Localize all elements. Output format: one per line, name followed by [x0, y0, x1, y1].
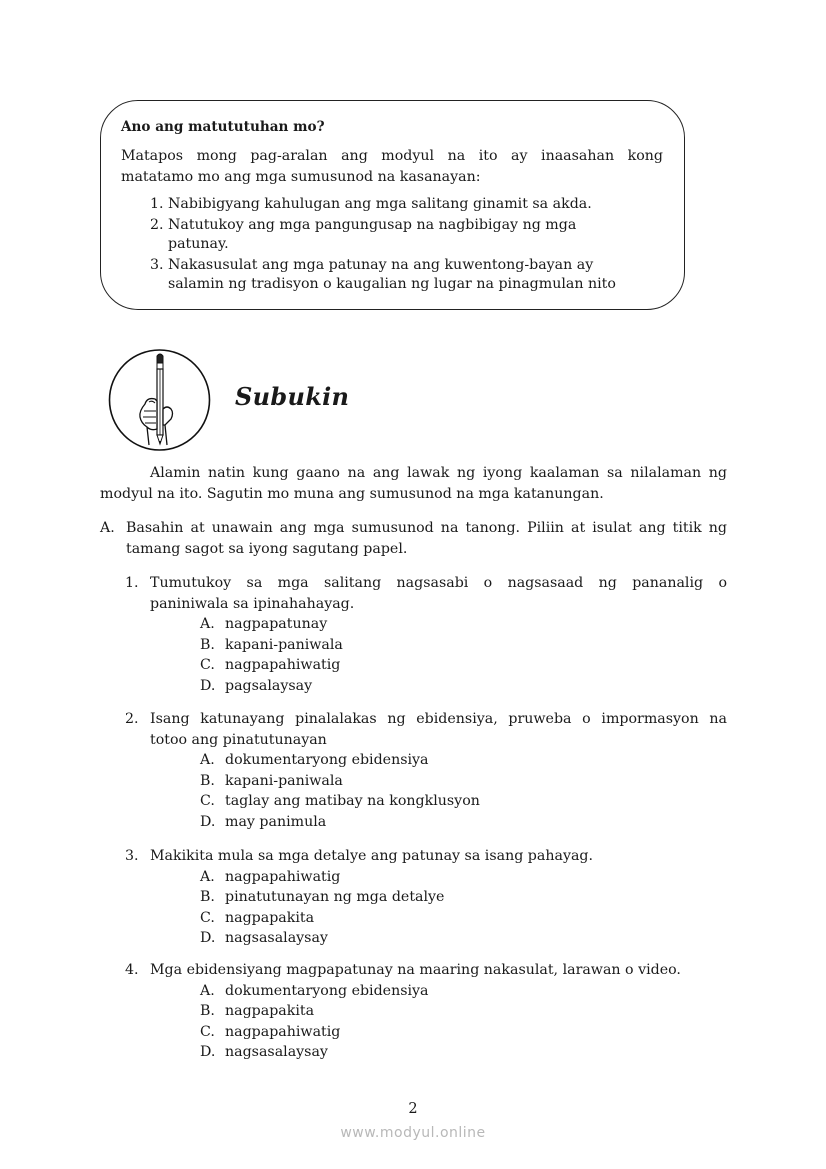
question-text-line-1: Tumutukoy sa mga salitang nagsasabi o nagsasaad ng pananalig o — [150, 575, 727, 591]
question-2 — [125, 709, 727, 832]
part-a-letter: A. — [100, 520, 115, 536]
objectives-box — [100, 100, 685, 310]
choice-text: taglay ang matibay na kongklusyon — [225, 793, 480, 810]
question-text-line-1: Isang katunayang pinalalakas ng ebidensiya, pruweba o impormasyon na — [150, 711, 727, 727]
choice-text: pagsalaysay — [225, 677, 313, 694]
choices-list — [150, 750, 727, 832]
choice-letter: C. — [200, 909, 215, 926]
choice-letter: B. — [200, 636, 215, 653]
choice-text: dokumentaryong ebidensiya — [225, 982, 429, 999]
question-text-line-2: totoo ang pinatutunayan — [150, 731, 327, 748]
choice-text: nagsasalaysay — [225, 1044, 328, 1061]
choice-item — [200, 867, 727, 888]
choice-letter: D. — [200, 1044, 216, 1061]
objective-text: Nabibigyang kahulugan ang mga salitang ginamit sa akda. — [168, 196, 592, 212]
choice-letter: A. — [200, 752, 215, 768]
choice-text: nagpapahiwatig — [225, 1023, 341, 1040]
question-4 — [125, 960, 727, 1063]
choice-letter: C. — [200, 793, 215, 810]
question-number: 2. — [125, 711, 139, 727]
choice-item — [200, 981, 727, 1002]
choice-letter: B. — [200, 889, 215, 906]
objective-number: 2. — [150, 217, 164, 233]
choice-letter: A. — [200, 616, 215, 632]
choice-letter: B. — [200, 1003, 215, 1020]
hand-holding-pencil-icon — [107, 349, 212, 451]
choice-text: dokumentaryong ebidensiya — [225, 752, 429, 768]
choices-list — [150, 614, 727, 696]
intro-line-2: modyul na ito. Sagutin mo muna ang sumusunod na mga katanungan. — [100, 486, 604, 502]
choice-item — [200, 812, 727, 833]
choices-list — [150, 981, 727, 1063]
choice-item — [200, 908, 727, 929]
objectives-intro-line-1: Matapos mong pag-aralan ang modyul na ito ay inaasahan kong — [121, 148, 663, 164]
choice-item — [200, 1001, 727, 1022]
question-text-line-1: Makikita mula sa mga detalye ang patunay sa isang pahayag. — [150, 848, 594, 864]
choice-text: kapani-paniwala — [225, 636, 343, 653]
page-number: 2 — [408, 1101, 418, 1117]
objective-text: Nakasusulat ang mga patunay na ang kuwentong-bayan ay — [168, 257, 594, 273]
choice-letter: A. — [200, 868, 215, 885]
intro-line-1: Alamin natin kung gaano na ang lawak ng iyong kaalaman sa nilalaman ng — [150, 465, 727, 481]
choice-item — [200, 750, 727, 771]
objectives-list — [121, 195, 662, 294]
intro-paragraph — [100, 463, 727, 505]
question-number: 4. — [125, 962, 139, 978]
part-a-line-2: tamang sagot sa iyong sagutang papel. — [126, 541, 408, 557]
choice-text: may panimula — [225, 813, 327, 830]
choice-text: nagsasalaysay — [225, 930, 328, 947]
watermark: www.modyul.online — [340, 1125, 486, 1141]
choice-item — [200, 635, 727, 656]
choice-letter: C. — [200, 657, 215, 674]
objective-item — [150, 195, 662, 214]
objective-number: 1. — [150, 196, 164, 212]
choice-item — [200, 614, 727, 635]
question-text-line-1: Mga ebidensiyang magpapatunay na maaring nakasulat, larawan o video. — [150, 962, 681, 978]
objective-number: 3. — [150, 257, 164, 273]
objectives-intro-line-2: matatamo mo ang mga sumusunod na kasanayan: — [121, 169, 481, 185]
objective-item — [150, 216, 662, 254]
choice-letter: D. — [200, 813, 216, 830]
choice-text: nagpapahiwatig — [225, 657, 341, 674]
choice-item — [200, 676, 727, 697]
choice-item — [200, 928, 727, 949]
objective-text-cont: patunay. — [168, 236, 229, 252]
question-text-line-2: paniniwala sa ipinahahayag. — [150, 595, 355, 612]
choice-item — [200, 887, 727, 908]
objective-text-cont: salamin ng tradisyon o kaugalian ng lugar na pinagmulan nito — [168, 276, 616, 292]
choice-text: nagpapakita — [225, 909, 315, 926]
question-number: 1. — [125, 575, 139, 591]
question-3 — [125, 846, 727, 949]
objectives-intro — [121, 146, 663, 188]
choice-letter: D. — [200, 677, 216, 694]
question-number: 3. — [125, 848, 139, 864]
choice-item — [200, 771, 727, 792]
section-title: Subukin — [235, 382, 350, 411]
objectives-title: Ano ang matututuhan mo? — [121, 119, 325, 135]
choice-text: nagpapatunay — [225, 616, 328, 632]
choice-item — [200, 1022, 727, 1043]
choice-letter: A. — [200, 982, 215, 999]
question-1 — [125, 573, 727, 696]
choice-text: nagpapahiwatig — [225, 868, 341, 885]
choice-item — [200, 655, 727, 676]
choice-text: kapani-paniwala — [225, 772, 343, 789]
choice-text: pinatutunayan ng mga detalye — [225, 889, 445, 906]
choice-text: nagpapakita — [225, 1003, 315, 1020]
part-a-instructions — [100, 518, 727, 560]
choice-letter: D. — [200, 930, 216, 947]
objective-text: Natutukoy ang mga pangungusap na nagbibigay ng mga — [168, 217, 577, 233]
part-a-line-1: Basahin at unawain ang mga sumusunod na tanong. Piliin at isulat ang titik ng — [126, 520, 727, 536]
choices-list — [150, 867, 727, 949]
objective-item — [150, 256, 662, 294]
choice-item — [200, 791, 727, 812]
choice-item — [200, 1042, 727, 1063]
choice-letter: B. — [200, 772, 215, 789]
choice-letter: C. — [200, 1023, 215, 1040]
